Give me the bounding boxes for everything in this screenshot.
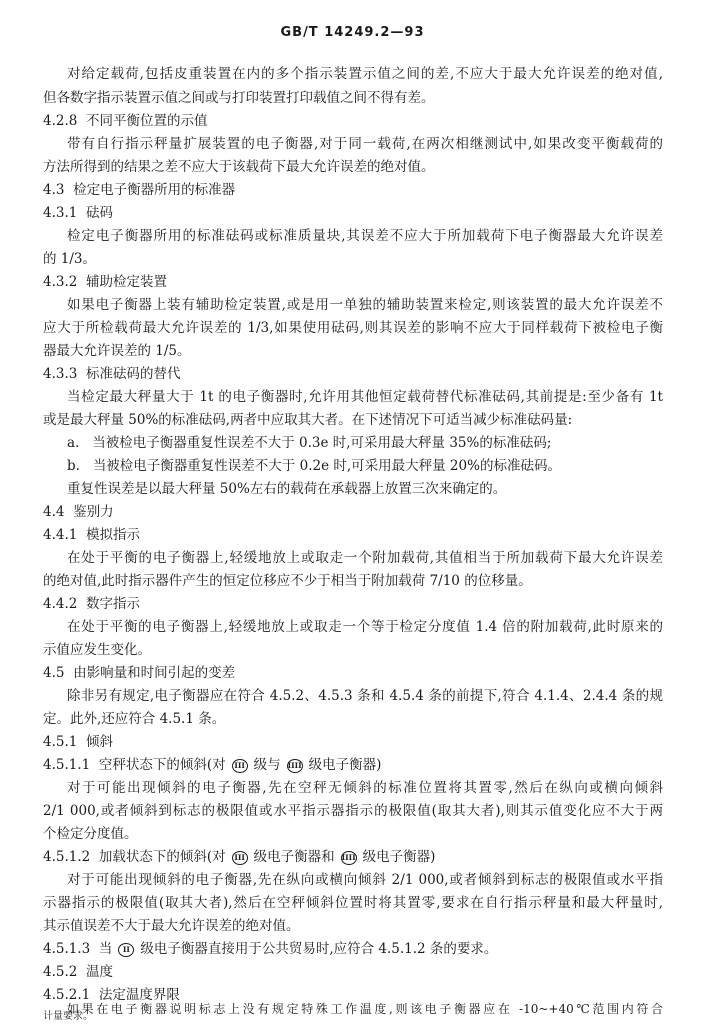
- section-heading: [43, 182, 235, 198]
- paragraph-line: 对于可能出现倾斜的电子衡器,先在空秤无倾斜的标准位置将其置零,然后在纵向或横向倾斜: [67, 780, 663, 796]
- section-heading: [43, 274, 167, 290]
- section-title: 空秤状态下的倾斜(对: [98, 757, 226, 773]
- section-heading: [43, 527, 140, 543]
- section-number: 4.5: [43, 665, 65, 681]
- paragraph-line: 方法所得到的结果之差不应大于该载荷下最大允许误差的绝对值。: [43, 159, 435, 175]
- paragraph-line: 如果电子衡器上装有辅助检定装置,或是用一单独的辅助装置来检定,则该装置的最大允许误差不: [67, 297, 663, 313]
- section-heading: [43, 941, 497, 957]
- section-heading: [43, 734, 113, 750]
- paragraph-line: 带有自行指示秤量扩展装置的电子衡器,对于同一载荷,在两次相继测试中,如果改变平衡载荷的: [67, 136, 663, 152]
- section-title: 加载状态下的倾斜(对: [98, 849, 226, 865]
- section-number: 4.3: [43, 182, 65, 198]
- section-heading: [43, 366, 180, 382]
- accuracy-class-iii-icon: III: [232, 851, 248, 865]
- list-item: [67, 458, 561, 474]
- list-item: [67, 435, 551, 451]
- section-number: 4.5.1.1: [43, 757, 91, 773]
- section-number: 4.3.1: [43, 205, 78, 221]
- section-title: 倾斜: [85, 734, 113, 750]
- list-marker: b.: [67, 458, 80, 474]
- section-number: 4.3.3: [43, 366, 78, 382]
- section-number: 4.5.2: [43, 964, 78, 980]
- section-text: 级电子衡器直接用于公共贸易时,应符合 4.5.1.2 条的要求。: [140, 941, 498, 957]
- list-text: 当被检电子衡器重复性误差不大于 0.3e 时,可采用最大秤量 35%的标准砝码;: [92, 435, 552, 451]
- section-title-part: 级电子衡器): [308, 757, 382, 773]
- section-heading: [43, 504, 114, 520]
- section-title: 检定电子衡器所用的标准器: [73, 182, 236, 198]
- paragraph-line: 个检定分度值。: [43, 826, 138, 842]
- section-number: 4.4.1: [43, 527, 78, 543]
- section-number: 4.5.1: [43, 734, 78, 750]
- section-title: 不同平衡位置的示值: [85, 113, 208, 129]
- section-title: 模拟指示: [85, 527, 140, 543]
- paragraph-line: 如果在电子衡器说明标志上没有规定特殊工作温度,则该电子衡器应在 -10~+40℃范围内符合: [67, 1002, 663, 1016]
- section-title: 标准砝码的替代: [85, 366, 181, 382]
- accuracy-class-iiii-icon: IIII: [287, 759, 303, 773]
- accuracy-class-iii-icon: III: [232, 759, 248, 773]
- section-title: 辅助检定装置: [85, 274, 167, 290]
- section-number: 4.4.2: [43, 596, 78, 612]
- section-heading: [43, 964, 113, 980]
- paragraph-line: 定。此外,还应符合 4.5.1 条。: [43, 711, 226, 727]
- section-title-part: 级与: [253, 757, 281, 773]
- section-number: 4.4: [43, 504, 65, 520]
- paragraph-line: 的 1/3。: [43, 251, 97, 267]
- paragraph-line: 示器指示的极限值(取其大者),然后在空秤倾斜位置时将其置零,要求在自行指示秤量和最大秤量时,: [43, 895, 663, 911]
- section-heading: [43, 987, 180, 1003]
- section-heading: [43, 665, 235, 681]
- section-heading: [43, 596, 140, 612]
- section-title: 数字指示: [85, 596, 140, 612]
- paragraph-line: 示值应发生变化。: [43, 642, 151, 658]
- section-title: 法定温度界限: [98, 987, 180, 1003]
- paragraph-line: 计量要求。: [43, 1011, 93, 1022]
- section-text: 当: [98, 941, 113, 957]
- paragraph-line: 应大于所检载荷最大允许误差的 1/3,如果使用砝码,则其误差的影响不应大于同样载荷下被检电子衡: [43, 320, 663, 336]
- paragraph-line: 当检定最大秤量大于 1t 的电子衡器时,允许用其他恒定载荷替代标准砝码,其前提是:至少备有 1t: [67, 389, 663, 405]
- accuracy-class-ii-icon: II: [118, 943, 134, 957]
- list-text: 当被检电子衡器重复性误差不大于 0.2e 时,可采用最大秤量 20%的标准砝码。: [92, 458, 561, 474]
- page-header: GB/T 14249.2—93: [280, 25, 425, 40]
- section-number: 4.3.2: [43, 274, 78, 290]
- paragraph-line: 在处于平衡的电子衡器上,轻缓地放上或取走一个等于检定分度值 1.4 倍的附加载荷,此时原来的: [67, 619, 663, 635]
- section-title-part: 级电子衡器和: [253, 849, 335, 865]
- section-number: 4.5.2.1: [43, 987, 91, 1003]
- section-title: 温度: [85, 964, 113, 980]
- section-title: 砝码: [85, 205, 113, 221]
- paragraph-line: 对于可能出现倾斜的电子衡器,先在纵向或横向倾斜 2/1 000,或者倾斜到标志的极限值或水平指: [67, 872, 663, 888]
- section-number: 4.5.1.2: [43, 849, 91, 865]
- paragraph-line: 除非另有规定,电子衡器应在符合 4.5.2、4.5.3 条和 4.5.4 条的前提下,符合 4.1.4、2.4.4 条的规: [67, 688, 663, 704]
- paragraph-line: 重复性误差是以最大秤量 50%左右的载荷在承载器上放置三次来确定的。: [67, 481, 507, 497]
- paragraph-line: 器最大允许误差的 1/5。: [43, 343, 191, 359]
- list-marker: a.: [67, 435, 80, 451]
- section-heading: [43, 757, 381, 773]
- accuracy-class-iiii-icon: IIII: [341, 851, 357, 865]
- section-number: 4.2.8: [43, 113, 78, 129]
- paragraph-line: 或是最大秤量 50%的标准砝码,两者中应取其大者。在下述情况下可适当减少标准砝码量:: [43, 412, 573, 428]
- paragraph-line: 的绝对值,此时指示器件产生的恒定位移应不少于相当于附加载荷 7/10 的位移量。: [43, 573, 532, 589]
- section-heading: [43, 205, 113, 221]
- paragraph-line: 检定电子衡器所用的标准砝码或标准质量块,其误差不应大于所加载荷下电子衡器最大允许误差: [67, 228, 663, 244]
- paragraph-line: 但各数字指示装置示值之间或与打印装置打印载值之间不得有差。: [43, 90, 435, 106]
- paragraph-line: 2/1 000,或者倾斜到标志的极限值或水平指示器指示的极限值(取其大者),则其示值变化应不大于两: [43, 803, 663, 819]
- section-number: 4.5.1.3: [43, 941, 91, 957]
- paragraph-line: 其示值误差不大于最大允许误差的绝对值。: [43, 918, 300, 934]
- section-heading: [43, 849, 435, 865]
- section-title-part: 级电子衡器): [362, 849, 436, 865]
- section-title: 鉴别力: [73, 504, 114, 520]
- paragraph-line: 在处于平衡的电子衡器上,轻缓地放上或取走一个附加载荷,其值相当于所加载荷下最大允许误差: [67, 550, 663, 566]
- paragraph-line: 对给定载荷,包括皮重装置在内的多个指示装置示值之间的差,不应大于最大允许误差的绝对值,: [67, 66, 663, 82]
- section-heading: [43, 113, 207, 129]
- section-title: 由影响量和时间引起的变差: [73, 665, 236, 681]
